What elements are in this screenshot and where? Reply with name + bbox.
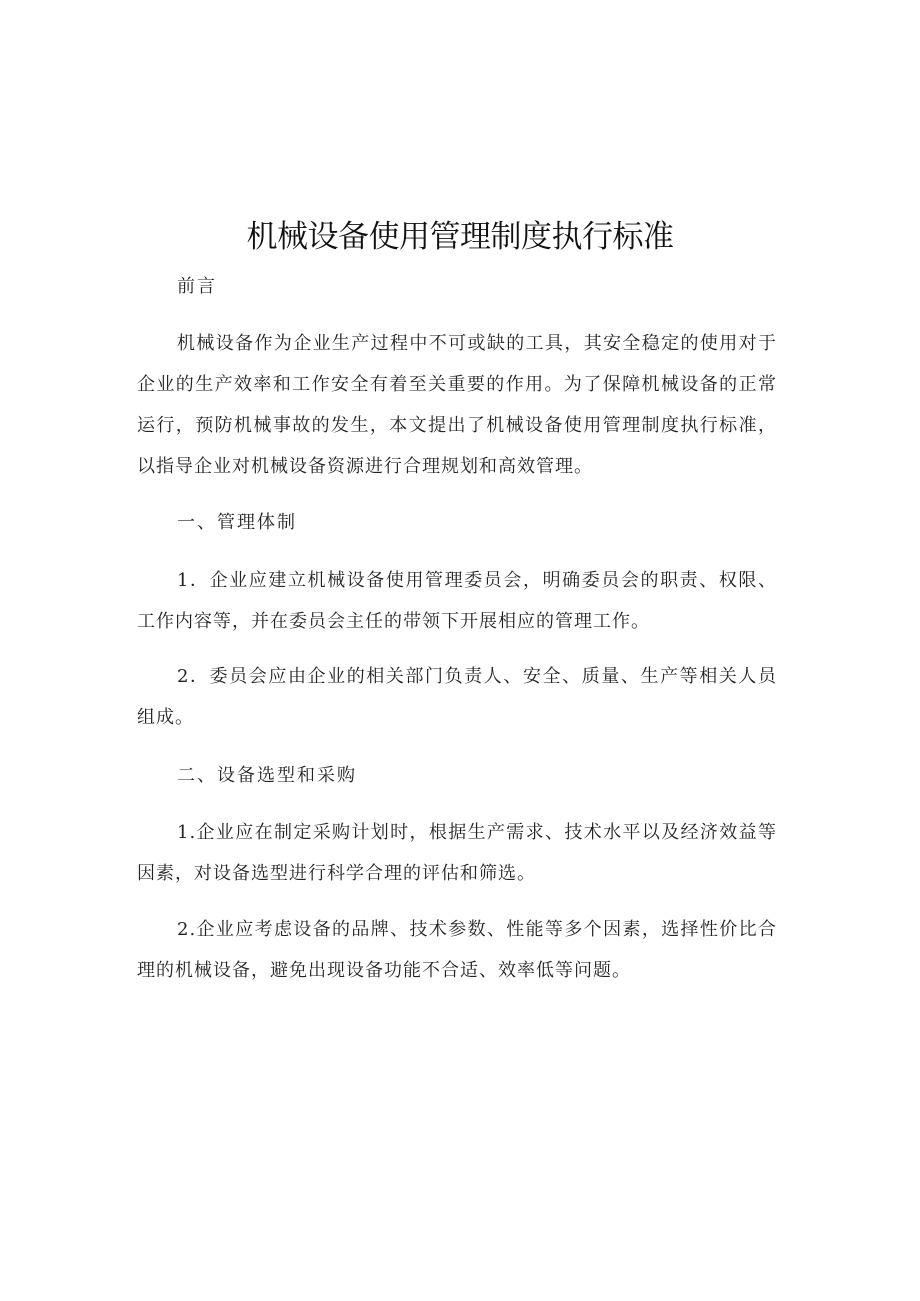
section-1-item-1: 1．企业应建立机械设备使用管理委员会，明确委员会的职责、权限、工作内容等，并在委员会主任的带领下开展相应的管理工作。 xyxy=(137,570,777,632)
preface-heading: 前言 xyxy=(177,276,217,297)
document-title: 机械设备使用管理制度执行标准 xyxy=(246,219,674,255)
preface-paragraph: 机械设备作为企业生产过程中不可或缺的工具，其安全稳定的使用对于企业的生产效率和工作安全有着至关重要的作用。为了保障机械设备的正常运行，预防机械事故的发生，本文提出了机械设备使用管理制度执行标准，以指导企业对机械设备资源进行合理规划和高效管理。 xyxy=(137,333,777,477)
section-heading-management: 一、管理体制 xyxy=(177,512,297,533)
section-1-item-2: 2．委员会应由企业的相关部门负责人、安全、质量、生产等相关人员组成。 xyxy=(137,666,777,728)
section-heading-procurement: 二、设备选型和采购 xyxy=(177,765,357,786)
section-2-item-2: 2.企业应考虑设备的品牌、技术参数、性能等多个因素，选择性价比合理的机械设备，避免出现设备功能不合适、效率低等问题。 xyxy=(137,919,777,981)
section-2-item-1: 1.企业应在制定采购计划时，根据生产需求、技术水平以及经济效益等因素，对设备选型进行科学合理的评估和筛选。 xyxy=(137,822,777,884)
